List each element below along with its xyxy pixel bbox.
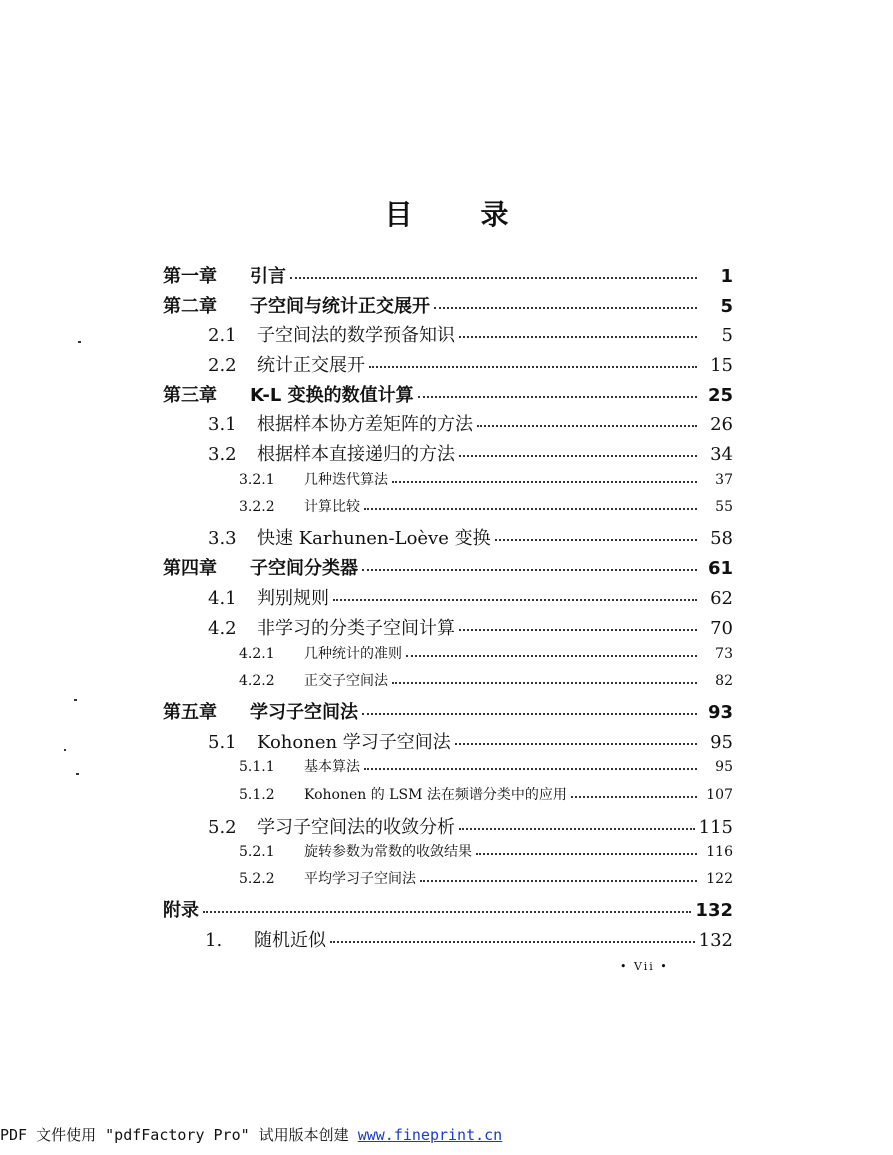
toc-entry-title: 几种统计的准则: [304, 646, 402, 662]
toc-entry-number: 3.2: [208, 444, 237, 465]
dot-leader: [420, 880, 697, 882]
toc-entry-title: 非学习的分类子空间计算: [257, 618, 455, 639]
toc-entry-page: 37: [715, 472, 733, 488]
title-char-1: 目: [384, 198, 413, 231]
toc-entry[interactable]: [163, 698, 733, 724]
toc-entry-page: 61: [707, 558, 733, 579]
toc-entry-number: 5.2.2: [239, 871, 275, 887]
toc-entry-number: 3.2.2: [239, 499, 275, 515]
toc-entry-page: 5: [720, 296, 733, 317]
toc-entry-page: 58: [710, 528, 733, 549]
toc-entry-page: 55: [715, 499, 733, 515]
toc-entry[interactable]: [208, 813, 733, 839]
title-char-2: 录: [480, 198, 509, 231]
toc-entry-page: 1: [720, 266, 733, 287]
toc-entry-title: 正交子空间法: [304, 673, 388, 689]
dot-leader: [571, 796, 697, 798]
footer-link[interactable]: www.fineprint.cn: [357, 1126, 503, 1144]
toc-entry-title: 子空间与统计正交展开: [250, 296, 430, 317]
dot-leader: [418, 396, 697, 398]
toc-entry-title: K-L 变换的数值计算: [250, 385, 414, 406]
toc-entry-number: 5.1.1: [239, 759, 275, 775]
toc-entry-page: 70: [710, 618, 733, 639]
toc-entry-title: Kohonen 的 LSM 法在频谱分类中的应用: [304, 787, 567, 803]
dot-leader: [455, 743, 697, 745]
toc-entry-page: 73: [715, 646, 733, 662]
toc-entry-page: 25: [707, 385, 733, 406]
toc-entry-number: 3.2.1: [239, 472, 275, 488]
toc-entry-number: 3.3: [208, 528, 237, 549]
toc-entry-title: 子空间分类器: [250, 558, 358, 579]
toc-entry-title: 基本算法: [304, 759, 360, 775]
toc-entry-title: Kohonen 学习子空间法: [257, 732, 451, 753]
toc-entry-number: 第二章: [163, 296, 217, 317]
toc-entry-title: 统计正交展开: [257, 355, 365, 376]
toc-entry-page: 132: [698, 930, 733, 951]
toc-entry-title: 根据样本协方差矩阵的方法: [257, 414, 473, 435]
scan-speck: [74, 699, 77, 701]
page-number: • Vii •: [620, 960, 669, 973]
toc-entry-title: 学习子空间法的收敛分析: [257, 817, 455, 838]
dot-leader: [362, 713, 697, 715]
toc-entry-number: 1.: [205, 930, 223, 951]
toc-entry-title: 学习子空间法: [250, 702, 358, 723]
toc-entry[interactable]: [208, 410, 733, 436]
toc-entry-number: 第五章: [163, 702, 217, 723]
toc-entry-page: 5: [721, 325, 733, 346]
toc-entry[interactable]: [239, 868, 733, 888]
dot-leader: [477, 425, 697, 427]
dot-leader: [392, 682, 697, 684]
toc-entry-title: 判别规则: [257, 588, 329, 609]
toc-entry-page: 82: [715, 673, 733, 689]
toc-entry-number: 2.1: [208, 325, 237, 346]
toc-entry-number: 4.2.1: [239, 646, 275, 662]
toc-entry[interactable]: [208, 524, 733, 550]
toc-entry[interactable]: [163, 262, 733, 288]
toc-entry-number: 3.1: [208, 414, 237, 435]
toc-entry-title: 根据样本直接递归的方法: [257, 444, 455, 465]
toc-entry-title: 子空间法的数学预备知识: [257, 325, 455, 346]
dot-leader: [459, 828, 695, 830]
dot-leader: [459, 455, 697, 457]
toc-entry-page: 62: [710, 588, 733, 609]
toc-entry-title: 引言: [250, 266, 286, 287]
toc-entry[interactable]: [239, 496, 733, 516]
footer-text: PDF 文件使用 "pdfFactory Pro" 试用版本创建: [0, 1126, 358, 1144]
toc-entry-number: 4.2.2: [239, 673, 275, 689]
toc-entry[interactable]: [208, 351, 733, 377]
dot-leader: [364, 768, 697, 770]
toc-entry[interactable]: [163, 292, 733, 318]
scan-speck: [64, 749, 66, 751]
dot-leader: [392, 481, 697, 483]
pdf-footer: [0, 1124, 502, 1145]
toc-entry-page: 107: [706, 787, 733, 803]
toc-entry[interactable]: [208, 614, 733, 640]
toc-entry[interactable]: [239, 469, 733, 489]
toc-entry-page: 34: [710, 444, 733, 465]
toc-title: [0, 193, 893, 233]
toc-entry[interactable]: [163, 896, 733, 922]
dot-leader: [406, 655, 697, 657]
dot-leader: [459, 336, 697, 338]
toc-entry-page: 95: [715, 759, 733, 775]
toc-entry[interactable]: [239, 643, 733, 663]
dot-leader: [459, 629, 697, 631]
dot-leader: [290, 277, 697, 279]
toc-entry-title: 计算比较: [304, 499, 360, 515]
toc-entry-page: 93: [707, 702, 733, 723]
toc-entry[interactable]: [239, 670, 733, 690]
toc-entry-page: 95: [710, 732, 733, 753]
toc-entry-number: 第四章: [163, 558, 217, 579]
toc-entry-number: 4.2: [208, 618, 237, 639]
scan-speck: [76, 773, 79, 775]
toc-entry-title: 快速 Karhunen-Loève 变换: [257, 528, 491, 549]
toc-entry-number: 5.1: [208, 732, 237, 753]
toc-entry-page: 115: [698, 817, 733, 838]
dot-leader: [495, 539, 697, 541]
toc-entry-number: 5.2: [208, 817, 237, 838]
toc-entry-title: 附录: [163, 900, 199, 921]
toc-entry-number: 第一章: [163, 266, 217, 287]
toc-entry[interactable]: [205, 926, 733, 952]
toc-entry-number: 第三章: [163, 385, 217, 406]
toc-entry-title: 随机近似: [254, 930, 326, 951]
toc-entry[interactable]: [208, 728, 733, 754]
toc-entry-page: 122: [706, 871, 733, 887]
dot-leader: [203, 911, 691, 913]
dot-leader: [362, 569, 697, 571]
toc-entry-number: 2.2: [208, 355, 237, 376]
toc-entry[interactable]: [163, 381, 733, 407]
toc-entry[interactable]: [208, 584, 733, 610]
toc-entry-page: 132: [695, 900, 733, 921]
toc-entry[interactable]: [163, 554, 733, 580]
toc-entry[interactable]: [239, 841, 733, 861]
dot-leader: [330, 941, 695, 943]
dot-leader: [364, 508, 697, 510]
toc-entry[interactable]: [208, 321, 733, 347]
dot-leader: [333, 599, 697, 601]
toc-entry[interactable]: [208, 440, 733, 466]
toc-entry[interactable]: [239, 784, 733, 804]
toc-entry-page: 116: [706, 844, 733, 860]
scan-speck: [78, 341, 81, 343]
toc-entry-title: 平均学习子空间法: [304, 871, 416, 887]
dot-leader: [476, 853, 697, 855]
toc-entry[interactable]: [239, 756, 733, 776]
toc-entry-number: 5.1.2: [239, 787, 275, 803]
toc-entry-number: 5.2.1: [239, 844, 275, 860]
toc-entry-title: 几种迭代算法: [304, 472, 388, 488]
toc-entry-number: 4.1: [208, 588, 237, 609]
dot-leader: [369, 366, 697, 368]
toc-entry-page: 26: [710, 414, 733, 435]
toc-entry-title: 旋转参数为常数的收敛结果: [304, 844, 472, 860]
toc-entry-page: 15: [710, 355, 733, 376]
dot-leader: [434, 307, 697, 309]
